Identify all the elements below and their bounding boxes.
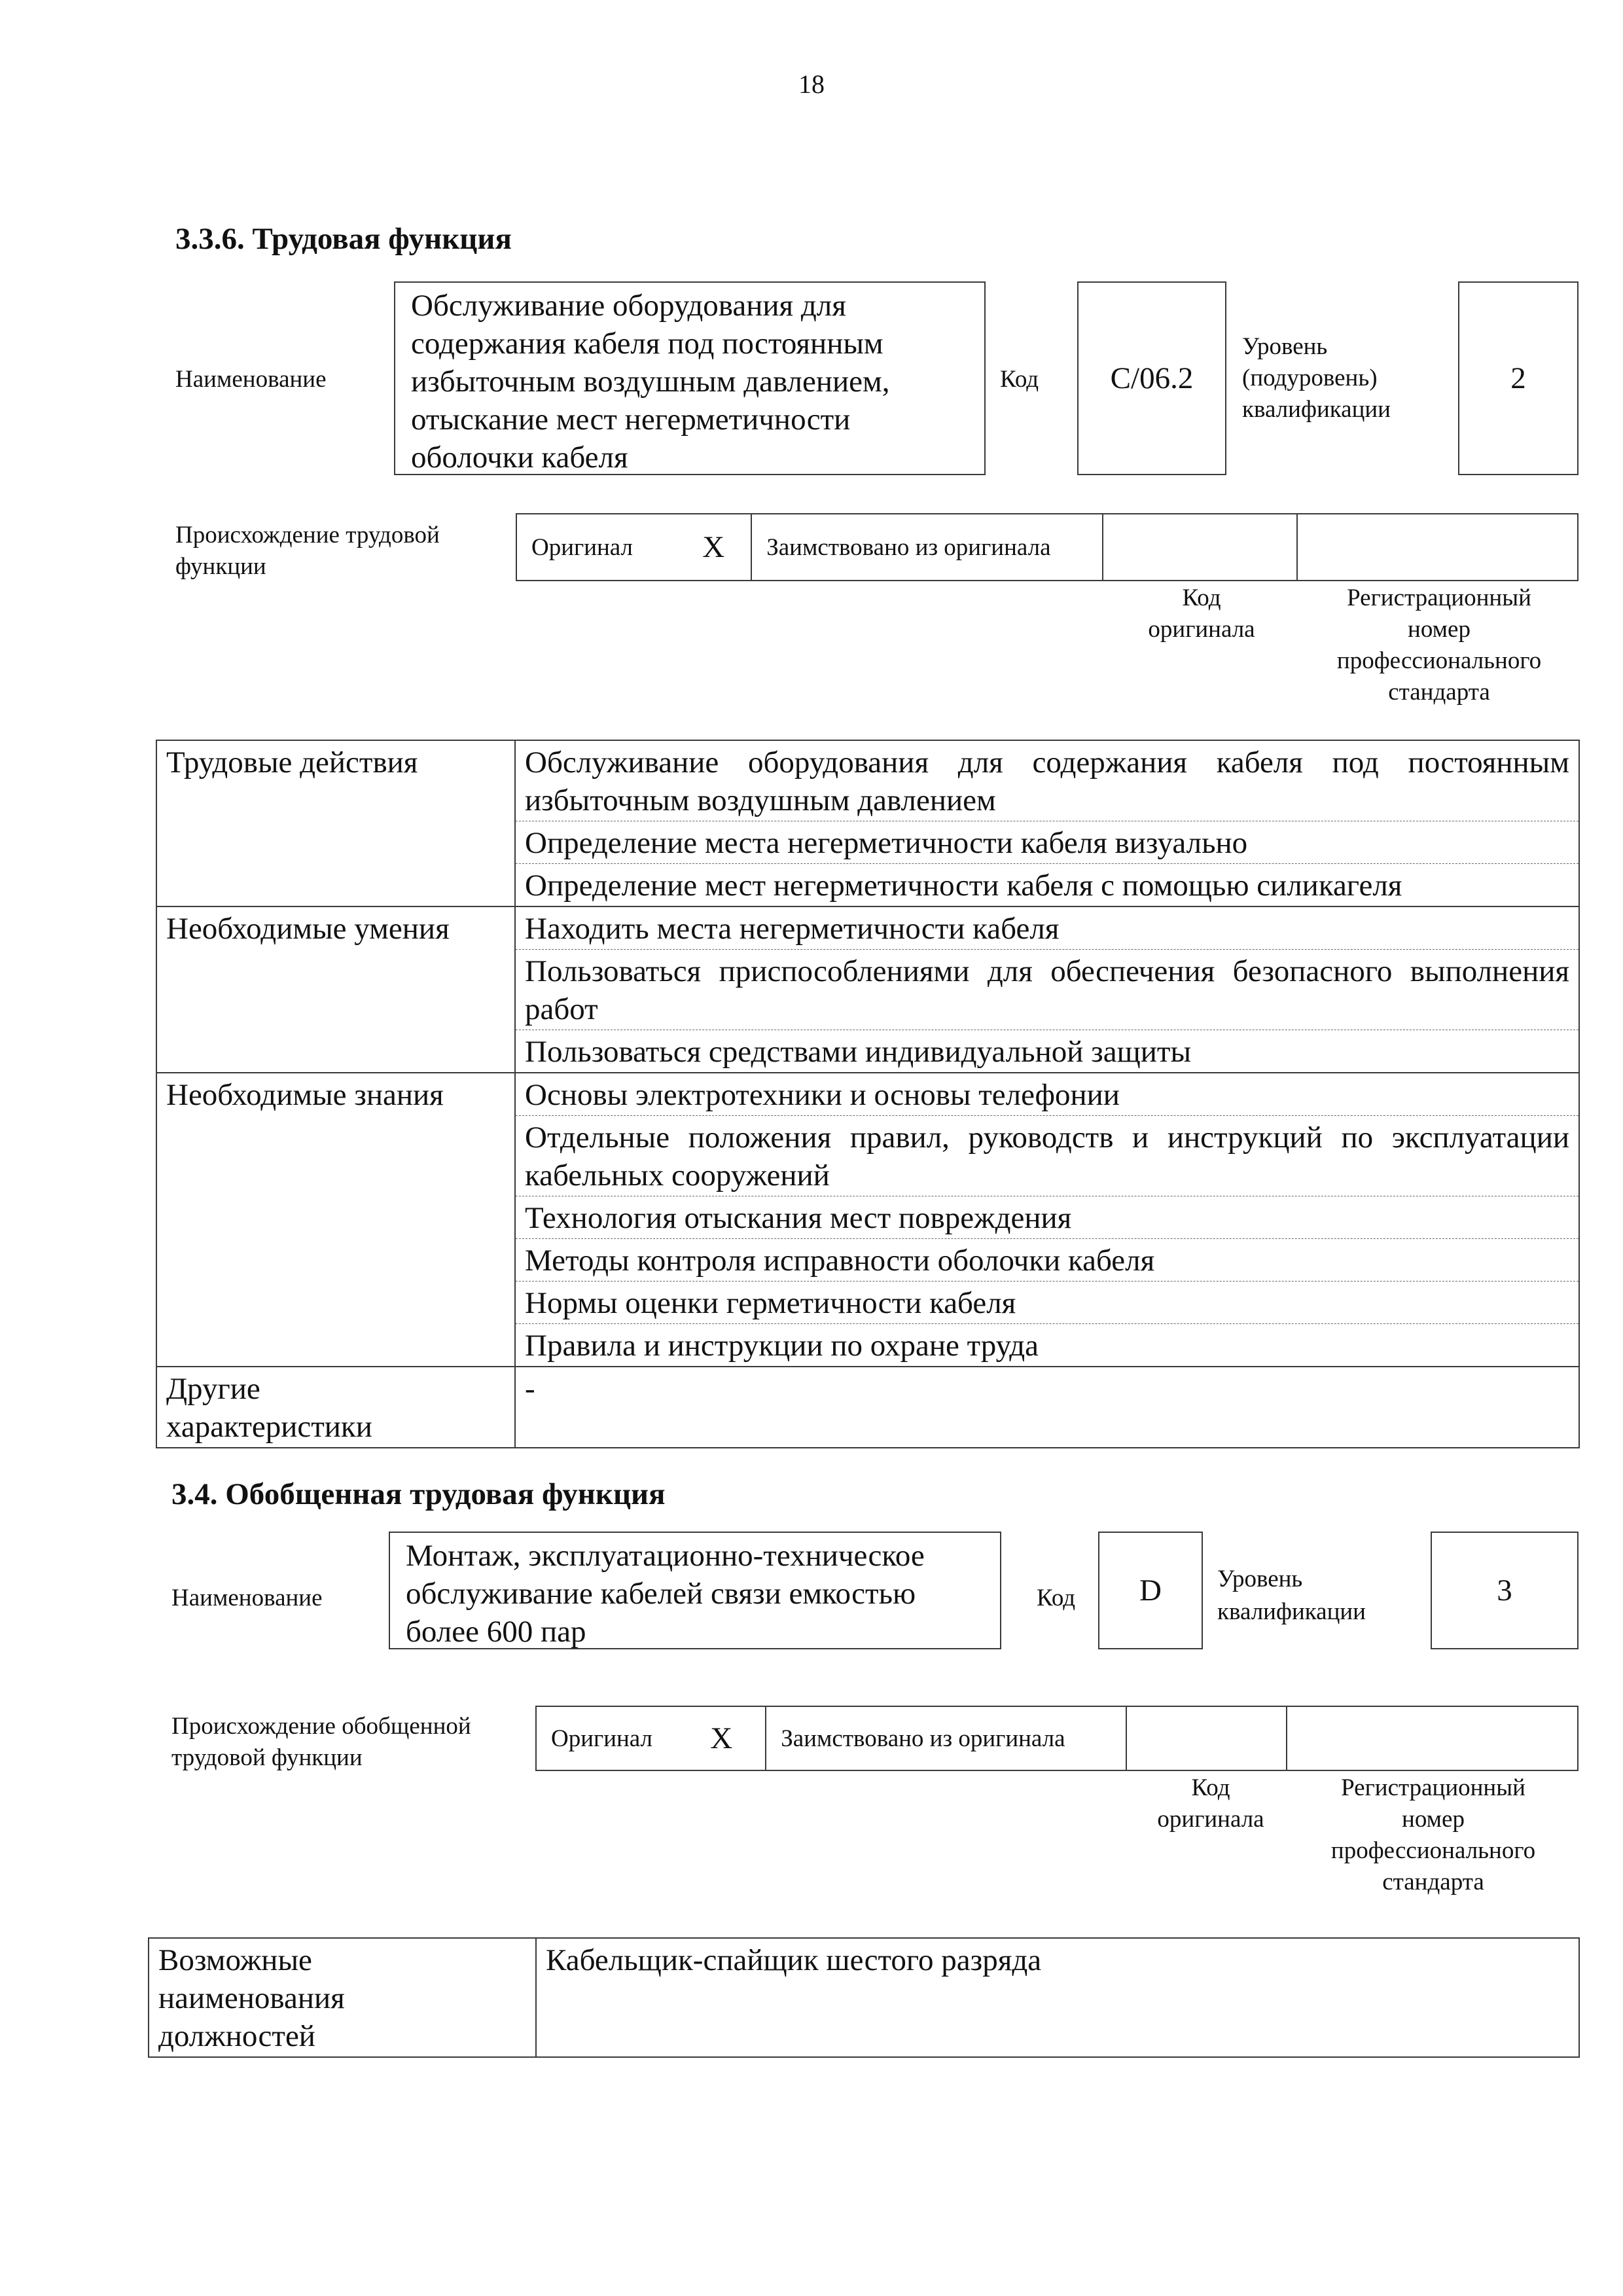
- reg-number-caption: [1300, 583, 1578, 708]
- origin-original-cell: [537, 1707, 766, 1770]
- caption-line: стандарта: [1388, 679, 1490, 706]
- origin-code-cell: [1103, 514, 1298, 580]
- page-number: 18: [798, 69, 825, 99]
- level-label-line: квалификации: [1217, 1598, 1366, 1625]
- function-name-line: избыточным воздушным давлением,: [411, 365, 890, 399]
- origin-mark: X: [710, 1721, 733, 1755]
- origin-label-line: функции: [175, 553, 266, 580]
- origin-reg-cell: [1298, 514, 1577, 580]
- positions-label-line: должностей: [158, 2019, 315, 2053]
- origin-label-line: Происхождение трудовой: [175, 522, 440, 548]
- table-row: [156, 1073, 1579, 1116]
- caption-line: профессионального: [1336, 647, 1542, 674]
- function-name-line: оболочки кабеля: [411, 440, 628, 475]
- level-label-line: Уровень: [1242, 333, 1328, 360]
- positions-label: [149, 1938, 536, 2057]
- origin-code-cell: [1127, 1707, 1287, 1770]
- origin-mark: X: [702, 530, 725, 564]
- action-item: Определение места негерметичности кабеля визуально: [515, 821, 1579, 864]
- caption-line: Код: [1182, 584, 1221, 611]
- origin-original-label: Оригинал: [551, 1725, 653, 1752]
- origin-borrowed-cell: Заимствовано из оригинала: [766, 1707, 1127, 1770]
- actions-label: Трудовые действия: [156, 740, 515, 906]
- name-label: Наименование: [175, 366, 327, 393]
- section-heading-3-3-6: 3.3.6. Трудовая функция: [175, 222, 512, 256]
- function-name-line: содержания кабеля под постоянным: [411, 327, 883, 361]
- other-label: [156, 1367, 515, 1448]
- table-row: [149, 1938, 1579, 2057]
- knowledge-item: Правила и инструкции по охране труда: [515, 1324, 1579, 1367]
- skill-item: Пользоваться приспособлениями для обеспечения безопасного выполнения работ: [515, 950, 1579, 1030]
- function-details-table: [156, 740, 1580, 1448]
- caption-line: оригинала: [1148, 616, 1255, 643]
- caption-line: номер: [1408, 616, 1471, 643]
- knowledge-item: Методы контроля исправности оболочки кабеля: [515, 1239, 1579, 1282]
- skill-item: Пользоваться средствами индивидуальной защиты: [515, 1030, 1579, 1073]
- origin-row: [535, 1706, 1578, 1771]
- caption-line: Регистрационный: [1341, 1774, 1525, 1801]
- code-original-caption: [1113, 1772, 1309, 1835]
- other-value: -: [515, 1367, 1579, 1448]
- function-name-line: Монтаж, эксплуатационно-техническое: [406, 1539, 925, 1573]
- level-label: [1242, 331, 1391, 425]
- level-label-line: Уровень: [1217, 1566, 1303, 1592]
- action-item: Обслуживание оборудования для содержания кабеля под постоянным избыточным воздушным давлением: [515, 740, 1579, 821]
- knowledge-item: Основы электротехники и основы телефонии: [515, 1073, 1579, 1116]
- knowledge-label: Необходимые знания: [156, 1073, 515, 1367]
- positions-value: Кабельщик-спайщик шестого разряда: [536, 1938, 1579, 2057]
- caption-line: стандарта: [1382, 1869, 1484, 1895]
- other-label-line: характеристики: [166, 1410, 372, 1444]
- knowledge-item: Технология отыскания мест повреждения: [515, 1196, 1579, 1239]
- positions-label-line: Возможные: [158, 1943, 312, 1977]
- function-name-line: Обслуживание оборудования для: [411, 289, 846, 323]
- function-name-line: обслуживание кабелей связи емкостью: [406, 1577, 916, 1611]
- function-name-line: отыскание мест негерметичности: [411, 403, 851, 437]
- origin-original-label: Оригинал: [531, 533, 633, 561]
- knowledge-item: Нормы оценки герметичности кабеля: [515, 1282, 1579, 1324]
- origin-label-line: Происхождение обобщенной: [171, 1713, 471, 1740]
- generalized-function-name-box: [389, 1532, 1001, 1649]
- reg-number-caption: [1288, 1772, 1578, 1898]
- function-name-box: [394, 281, 986, 475]
- caption-line: номер: [1402, 1806, 1465, 1833]
- name-label: Наименование: [171, 1585, 323, 1611]
- origin-label: [175, 520, 440, 583]
- action-item: Определение мест негерметичности кабеля с помощью силикагеля: [515, 864, 1579, 907]
- level-label-line: квалификации: [1242, 396, 1391, 423]
- code-value: С/06.2: [1077, 281, 1226, 475]
- origin-borrowed-cell: Заимствовано из оригинала: [752, 514, 1103, 580]
- table-row: [156, 740, 1579, 821]
- section-heading-3-4: 3.4. Обобщенная трудовая функция: [171, 1477, 666, 1511]
- level-value: 3: [1431, 1532, 1578, 1649]
- origin-label: [171, 1711, 471, 1774]
- code-original-caption: [1103, 583, 1300, 645]
- caption-line: профессионального: [1330, 1837, 1536, 1864]
- code-label: Код: [1000, 366, 1039, 393]
- caption-line: Регистрационный: [1347, 584, 1531, 611]
- skill-item: Находить места негерметичности кабеля: [515, 906, 1579, 950]
- caption-line: Код: [1191, 1774, 1230, 1801]
- skills-label: Необходимые умения: [156, 906, 515, 1073]
- caption-line: оригинала: [1157, 1806, 1264, 1833]
- level-value: 2: [1458, 281, 1578, 475]
- positions-table: [148, 1937, 1580, 2058]
- origin-label-line: трудовой функции: [171, 1744, 363, 1771]
- level-label-line: (подуровень): [1242, 365, 1378, 391]
- knowledge-item: Отдельные положения правил, руководств и инструкций по эксплуатации кабельных сооружений: [515, 1116, 1579, 1196]
- origin-reg-cell: [1287, 1707, 1577, 1770]
- function-name-line: более 600 пар: [406, 1615, 586, 1649]
- origin-original-cell: [517, 514, 752, 580]
- level-label: [1217, 1563, 1366, 1628]
- code-value: D: [1098, 1532, 1203, 1649]
- other-label-line: Другие: [166, 1372, 260, 1406]
- table-row: [156, 1367, 1579, 1448]
- positions-label-line: наименования: [158, 1981, 345, 2015]
- code-label: Код: [1037, 1585, 1076, 1611]
- origin-row: [516, 513, 1578, 581]
- table-row: [156, 906, 1579, 950]
